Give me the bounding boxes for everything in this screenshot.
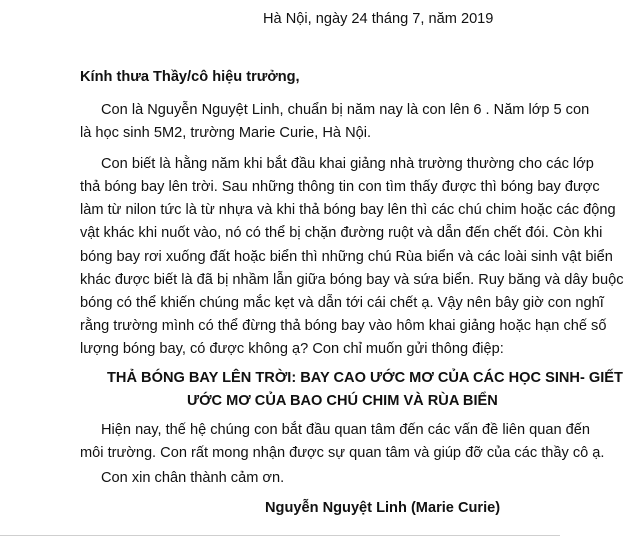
slogan-line: ƯỚC MƠ CỦA BAO CHÚ CHIM VÀ RÙA BIỂN <box>187 393 498 409</box>
body-line: rằng trường mình có thể đừng thả bóng bay vào hôm khai giảng hoặc hạn chế số <box>80 318 607 334</box>
closing-line: Hiện nay, thế hệ chúng con bắt đầu quan tâm đến các vấn đề liên quan đến <box>101 422 590 438</box>
slogan-line: THẢ BÓNG BAY LÊN TRỜI: BAY CAO ƯỚC MƠ CỦA CÁC HỌC SINH- GIẾT <box>107 370 623 386</box>
body-line: thả bóng bay lên trời. Sau những thông tin con tìm thấy được thì bóng bay được <box>80 179 600 195</box>
thanks-line: Con xin chân thành cảm ơn. <box>101 470 285 486</box>
greeting: Kính thưa Thầy/cô hiệu trưởng, <box>80 69 300 85</box>
body-line: Con biết là hằng năm khi bắt đầu khai giảng nhà trường thường cho các lớp <box>101 156 594 172</box>
body-line: làm từ nilon tức là từ nhựa và khi thả bóng bay lên thì các chú chim hoặc các động <box>80 202 616 218</box>
closing-line: môi trường. Con rất mong nhận được sự quan tâm và giúp đỡ của các thầy cô ạ. <box>80 445 605 461</box>
body-line: lượng bóng bay, có được không ạ? Con chỉ muốn gửi thông điệp: <box>80 341 504 357</box>
intro-line: là học sinh 5M2, trường Marie Curie, Hà Nội. <box>80 125 372 141</box>
signature: Nguyễn Nguyệt Linh (Marie Curie) <box>265 500 501 516</box>
place-date: Hà Nội, ngày 24 tháng 7, năm 2019 <box>263 11 494 27</box>
body-line: bóng bay rơi xuống đất hoặc biển thì những chú Rùa biển và các loài sinh vật biển <box>80 249 613 265</box>
body-line: khác được biết là đã bị nhầm lẫn giữa bóng bay và sứa biển. Ruy băng và dây buộc <box>80 272 624 288</box>
intro-line: Con là Nguyễn Nguyệt Linh, chuẩn bị năm nay là con lên 6 . Năm lớp 5 con <box>101 102 590 118</box>
body-line: vật khác khi nuốt vào, nó có thể bị chặn đường ruột và dẫn đến chết đói. Còn khi <box>80 225 603 241</box>
body-line: bóng có thể khiến chúng mắc kẹt và dẫn tới cái chết ạ. Vậy nên bây giờ con nghĩ <box>80 295 604 311</box>
